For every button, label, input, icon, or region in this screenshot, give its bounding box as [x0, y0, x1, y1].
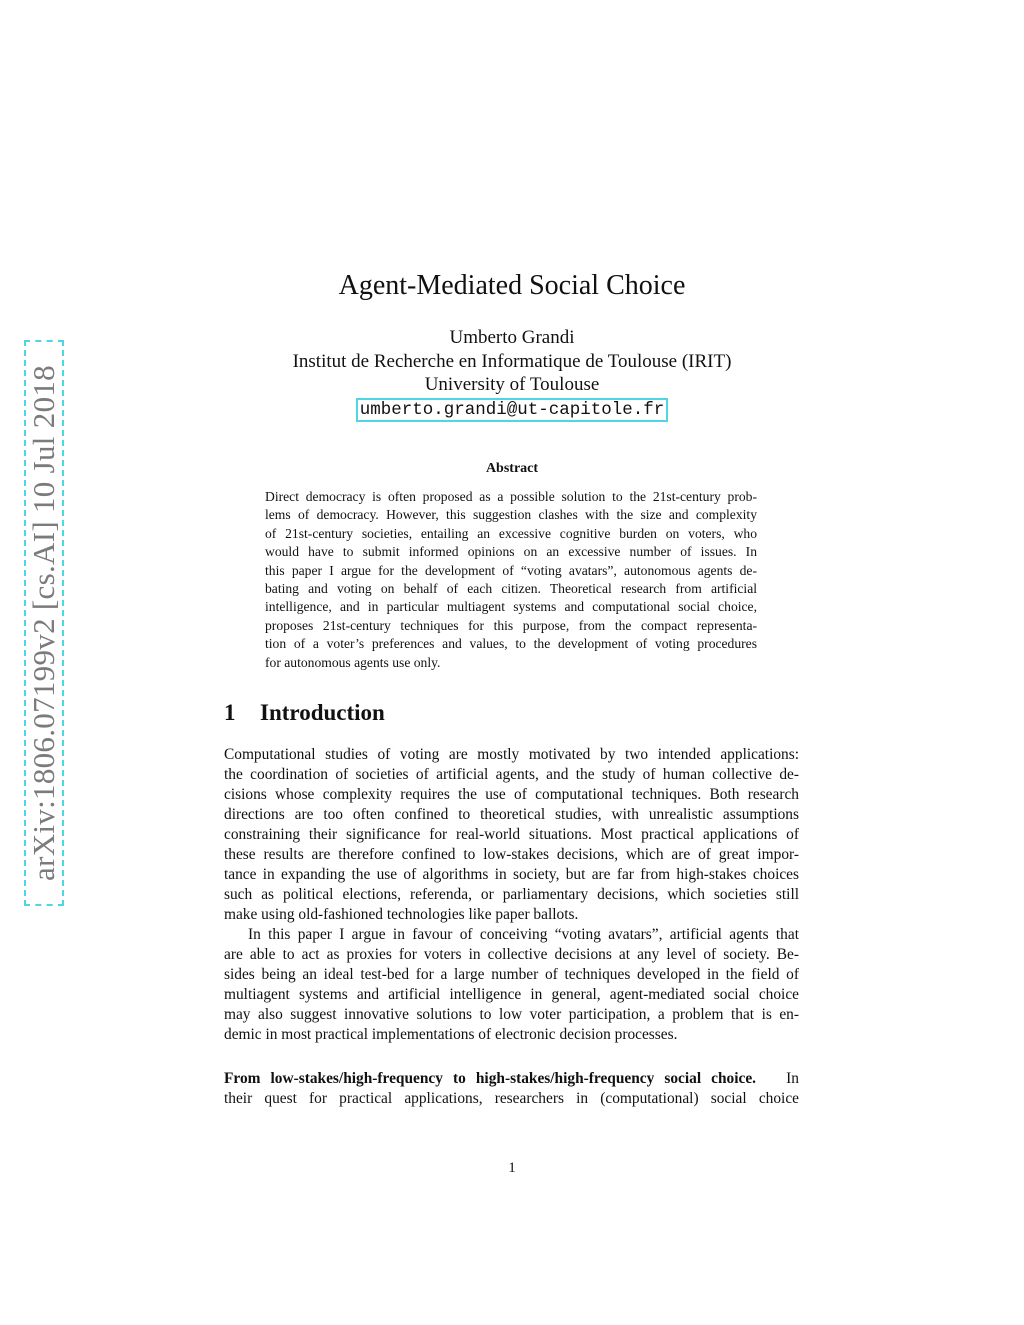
body-line: Computational studies of voting are mostly motivated by two intended applications:: [224, 746, 799, 763]
body-line: constraining their significance for real-world situations. Most practical applications of: [224, 826, 799, 843]
body-line: are able to act as proxies for voters in collective decisions at any level of society. Be-: [224, 946, 799, 963]
abstract-line: lems of democracy. However, this suggestion clashes with the size and complexity: [265, 507, 757, 523]
paragraph-2: [224, 925, 799, 1045]
paragraph-runin-rest: In: [786, 1070, 799, 1087]
section-heading: [224, 700, 385, 726]
body-line: make using old-fashioned technologies like paper ballots.: [224, 906, 579, 923]
abstract-line: Direct democracy is often proposed as a possible solution to the 21st-century prob-: [265, 489, 757, 504]
body-line: In this paper I argue in favour of conceiving “voting avatars”, artificial agents that: [248, 926, 799, 943]
abstract-line: of 21st-century societies, entailing an excessive cognitive burden on voters, who: [265, 525, 757, 541]
paper-title: Agent-Mediated Social Choice: [338, 270, 686, 301]
abstract-line: intelligence, and in particular multiagent systems and computational social choice,: [265, 599, 757, 615]
abstract-line: would have to submit informed opinions on an excessive number of issues. In: [265, 544, 757, 560]
body-line: tance in expanding the use of algorithms in society, but are far from high-stakes choices: [224, 866, 799, 883]
abstract-text: [265, 488, 757, 672]
paragraph-3: [224, 1069, 799, 1109]
body-line: directions are too often confined to theoretical studies, with unrealistic assumptions: [224, 806, 799, 823]
page-number: 1: [508, 1160, 516, 1176]
author-block: [0, 326, 1024, 422]
email-link[interactable]: umberto.grandi@ut-capitole.fr: [356, 398, 669, 422]
paragraph-1: [224, 745, 799, 925]
affiliation-institute: Institut de Recherche en Informatique de Toulouse (IRIT): [292, 350, 732, 372]
body-line: [224, 1069, 799, 1089]
abstract-line: this paper I argue for the development of “voting avatars”, autonomous agents de-: [265, 562, 757, 578]
affiliation-university: University of Toulouse: [424, 374, 600, 395]
abstract-line: proposes 21st-century techniques for this purpose, from the compact representa-: [265, 617, 757, 633]
section-title: Introduction: [260, 700, 385, 725]
section-number: 1: [224, 700, 236, 725]
arxiv-identifier[interactable]: arXiv:1806.07199v2 [cs.AI] 10 Jul 2018: [26, 365, 61, 881]
abstract-heading: Abstract: [485, 461, 539, 476]
abstract-line: tion of a voter’s preferences and values, to the development of voting procedures: [265, 636, 757, 652]
body-line: may also suggest innovative solutions to low voter participation, a problem that is en-: [224, 1006, 799, 1023]
abstract-line: for autonomous agents use only.: [265, 654, 441, 670]
body-line: cisions whose complexity requires the use of computational techniques. Both research: [224, 786, 799, 803]
body-line: such as political elections, referenda, or parliamentary decisions, which societies still: [224, 886, 799, 903]
body-line: the coordination of societies of artificial agents, and the study of human collective de-: [224, 766, 799, 783]
body-line: multiagent systems and artificial intelligence in general, agent-mediated social choice: [224, 986, 799, 1003]
body-line: their quest for practical applications, researchers in (computational) social choice: [224, 1090, 799, 1107]
paragraph-runin-heading: From low-stakes/high-frequency to high-stakes/high-frequency social choice.: [224, 1070, 757, 1087]
body-text: [224, 745, 799, 1109]
body-line: demic in most practical implementations of electronic decision processes.: [224, 1026, 678, 1043]
abstract-line: bating and voting on behalf of each citizen. Theoretical research from artificial: [265, 581, 757, 597]
body-line: sides being an ideal test-bed for a large number of techniques developed in the field of: [224, 966, 799, 983]
author-name: Umberto Grandi: [449, 327, 575, 348]
body-line: these results are therefore confined to low-stakes decisions, which are of great impor-: [224, 846, 799, 863]
